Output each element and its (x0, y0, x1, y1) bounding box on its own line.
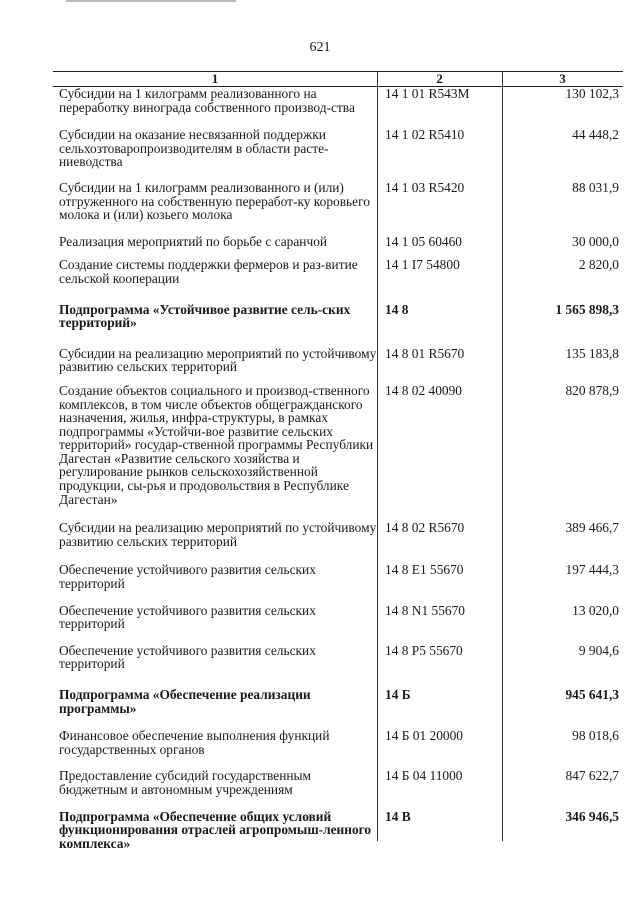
row-code: 14 8 02 R5670 (385, 520, 465, 536)
row-amount: 130 102,3 (565, 86, 619, 101)
row-name: Создание системы поддержки фермеров и раз-витие сельской кооперации (59, 257, 358, 286)
table-row (53, 644, 623, 671)
row-name: Подпрограмма «Обеспечение общих условий функционирования отраслей агропромыш-ленного комплекса» (59, 808, 372, 851)
row-code: 14 В (385, 808, 411, 824)
row-code: 14 Б 04 11000 (385, 768, 463, 784)
row-name: Реализация мероприятий по борьбе с саранчой (59, 233, 328, 249)
row-name: Предоставление субсидий государственным бюджетным и автономным учреждениям (59, 768, 312, 797)
row-code: 14 1 03 R5420 (385, 179, 465, 195)
row-code: 14 1 I7 54800 (385, 257, 460, 273)
row-amount: 30 000,0 (572, 233, 619, 249)
row-code: 14 8 P5 55670 (385, 642, 463, 658)
row-name: Субсидии на 1 килограмм реализованного на переработку винограда собственного производ-ства (59, 86, 355, 115)
budget-table (53, 71, 623, 850)
row-name: Субсидии на реализацию мероприятий по устойчивому развитию сельских территорий (59, 520, 377, 549)
table-row (53, 347, 623, 374)
table-row (53, 128, 623, 169)
table-header-row (53, 71, 623, 87)
row-name: Обеспечение устойчивого развития сельских территорий (59, 642, 316, 672)
row-amount: 13 020,0 (572, 602, 619, 618)
table-row (53, 769, 623, 796)
row-name: Субсидии на оказание несвязанной поддержки сельхозтоваропроизводителям в области расте-ниеводства (59, 127, 329, 170)
row-name: Подпрограмма «Обеспечение реализации программы» (59, 687, 311, 716)
subprogram-row (53, 810, 623, 851)
row-amount: 88 031,9 (572, 179, 619, 195)
page-number: 621 (309, 40, 331, 55)
table-row (53, 604, 623, 631)
table-row (53, 521, 623, 548)
row-amount: 1 565 898,3 (555, 301, 619, 317)
row-amount: 346 946,5 (565, 808, 619, 824)
header-col-1: 1 (211, 71, 219, 86)
subprogram-row (53, 303, 623, 330)
row-name: Создание объектов социального и производ-ственного комплексов, в том числе объектов общегражданского назначения, жилья, инфра-структуры, в рамках подпрограммы «Устойчи-вое развитие сельских территорий» государ-ственной программы Республики Дагестан «Развитие сельского хозяйства и регулирование рынков сельскохозяйственной продукции, сы-рья и продовольствия в Республике Дагестан» (59, 382, 374, 507)
row-code: 14 1 02 R5410 (385, 127, 465, 143)
row-name: Финансовое обеспечение выполнения функций государственных органов (59, 728, 330, 757)
table-row (53, 563, 623, 590)
table-row (53, 384, 623, 506)
header-col-3: 3 (559, 71, 566, 86)
row-code: 14 8 01 R5670 (385, 345, 465, 361)
row-name: Субсидии на реализацию мероприятий по устойчивому развитию сельских территорий (59, 345, 377, 375)
row-code: 14 Б (385, 687, 411, 702)
scan-artifact (66, 0, 236, 2)
row-code: 14 8 N1 55670 (385, 602, 465, 618)
table-row (53, 235, 623, 249)
row-code: 14 1 05 60460 (385, 233, 462, 249)
row-amount: 847 622,7 (565, 768, 619, 784)
row-name: Подпрограмма «Устойчивое развитие сель-ских территорий» (59, 301, 351, 331)
table-row (53, 181, 623, 222)
table-row (53, 258, 623, 285)
row-amount: 945 641,3 (565, 687, 619, 702)
table-body (53, 87, 623, 850)
row-amount: 197 444,3 (565, 562, 619, 578)
table-row (53, 729, 623, 756)
header-col-2: 2 (436, 71, 443, 86)
row-code: 14 Б 01 20000 (385, 728, 463, 744)
row-amount: 9 904,6 (578, 642, 619, 658)
row-code: 14 1 01 R543M (385, 86, 470, 101)
row-name: Обеспечение устойчивого развития сельских территорий (59, 602, 316, 632)
row-name: Обеспечение устойчивого развития сельских территорий (59, 562, 316, 592)
row-amount: 820 878,9 (565, 382, 619, 398)
row-amount: 389 466,7 (565, 520, 619, 536)
row-code: 14 8 02 40090 (385, 382, 462, 398)
subprogram-row (53, 688, 623, 715)
row-code: 14 8 E1 55670 (385, 562, 464, 578)
row-amount: 2 820,0 (578, 257, 619, 273)
row-amount: 98 018,6 (572, 728, 619, 744)
row-amount: 44 448,2 (572, 127, 619, 143)
row-code: 14 8 (385, 301, 409, 317)
row-amount: 135 183,8 (565, 345, 619, 361)
row-name: Субсидии на 1 килограмм реализованного и (или) отгруженного на собственную переработ-ку коровьего молока и (или) козьего молока (59, 179, 370, 223)
table-row (53, 87, 623, 114)
